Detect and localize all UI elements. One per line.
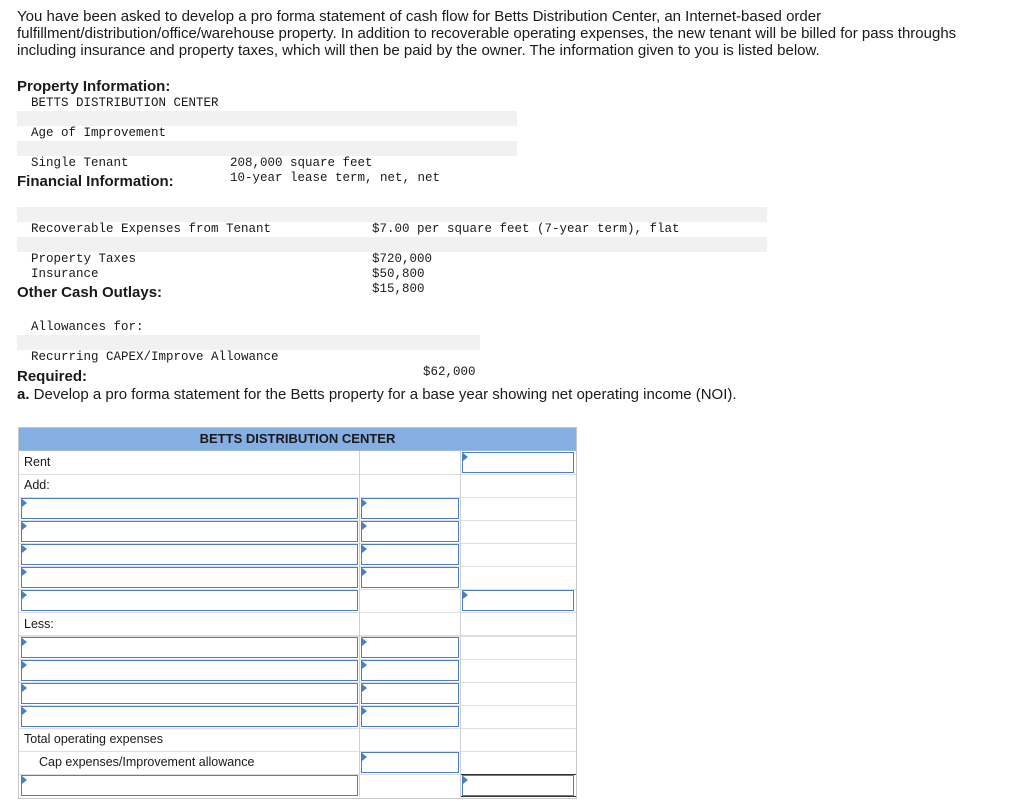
total-cell — [461, 636, 576, 659]
less-item-4-label-input[interactable] — [21, 706, 358, 727]
total-cell — [461, 682, 576, 705]
less-item-2-amount-input[interactable] — [361, 660, 459, 681]
table-row-less-item-1 — [19, 636, 576, 660]
total-cell — [461, 451, 576, 474]
table-row-less-item-3 — [19, 682, 576, 706]
amount-cell — [360, 682, 461, 705]
table-row-capex — [19, 751, 576, 775]
noi-label-input[interactable] — [21, 775, 358, 796]
property-label: Single Tenant — [31, 156, 129, 170]
table-row-total-opex — [19, 728, 576, 752]
add-subtotal-label-input[interactable] — [21, 590, 358, 611]
total-cell — [461, 774, 576, 797]
table-row-add-subtotal — [19, 589, 576, 613]
label-cell — [19, 566, 360, 589]
amount-cell — [360, 751, 461, 774]
amount-cell — [360, 451, 461, 474]
add-item-4-label-input[interactable] — [21, 567, 358, 588]
label-cell — [19, 613, 360, 636]
less-item-4-amount-input[interactable] — [361, 706, 459, 727]
label-cell — [19, 682, 360, 705]
amount-cell — [360, 705, 461, 728]
part-letter: a. — [17, 386, 30, 403]
add-subtotal-input[interactable] — [462, 590, 574, 611]
capex-allowance-label: Cap expenses/Improvement allowance — [39, 755, 255, 769]
amount-cell — [360, 474, 461, 497]
rent-total-input[interactable] — [462, 452, 574, 473]
financial-label: Recoverable Expenses from Tenant — [31, 222, 272, 236]
label-cell — [19, 497, 360, 520]
total-cell — [461, 705, 576, 728]
table-row-less — [19, 613, 576, 637]
total-cell — [461, 543, 576, 566]
financial-value: $50,800 — [372, 267, 425, 281]
total-cell — [461, 613, 576, 636]
label-cell — [19, 474, 360, 497]
amount-cell — [360, 520, 461, 543]
required-title: Required: — [17, 368, 88, 385]
table-row-add-item-1 — [19, 497, 576, 521]
amount-cell — [360, 543, 461, 566]
total-cell — [461, 751, 576, 774]
total-cell — [461, 520, 576, 543]
total-opex-label: Total operating expenses — [24, 732, 163, 746]
capex-amount-input[interactable] — [361, 752, 459, 773]
allowances-label: Allowances for: — [31, 320, 144, 334]
add-item-1-amount-input[interactable] — [361, 498, 459, 519]
amount-cell — [360, 659, 461, 682]
required-part-a — [17, 386, 737, 403]
add-label: Add: — [24, 478, 50, 492]
total-cell — [461, 728, 576, 751]
amount-cell — [360, 774, 461, 797]
financial-label: Insurance — [31, 267, 99, 281]
total-cell — [461, 659, 576, 682]
add-item-2-label-input[interactable] — [21, 521, 358, 542]
table-row-add-item-4 — [19, 566, 576, 590]
table-row-rent — [19, 451, 576, 475]
table-row-add-item-2 — [19, 520, 576, 544]
amount-cell — [360, 613, 461, 636]
less-item-3-amount-input[interactable] — [361, 683, 459, 704]
label-cell — [19, 659, 360, 682]
amount-cell — [360, 636, 461, 659]
amount-cell — [360, 728, 461, 751]
capex-label: Recurring CAPEX/Improve Allowance — [31, 350, 279, 364]
property-value: 208,000 square feet — [230, 156, 373, 170]
label-cell — [19, 520, 360, 543]
amount-cell — [360, 497, 461, 520]
rent-label: Rent — [24, 455, 51, 469]
problem-intro: You have been asked to develop a pro forma statement of cash flow for Betts Distribution Center, an Internet-based order fulfillment/distribution/office/warehouse property. In addition to recoverable operating expenses, the new tenant will be billed for pass throughs including insurance and property taxes, which will then be paid by the owner. The information given to you is listed below. — [17, 8, 957, 59]
less-label: Less: — [24, 617, 54, 631]
add-item-3-amount-input[interactable] — [361, 544, 459, 565]
label-cell — [19, 589, 360, 612]
property-heading: Property Information: — [17, 78, 171, 95]
less-item-2-label-input[interactable] — [21, 660, 358, 681]
answer-table — [18, 427, 577, 799]
capex-value: $62,000 — [423, 365, 476, 379]
label-cell — [19, 751, 360, 774]
financial-value: $15,800 — [372, 282, 425, 296]
property-row-age — [17, 111, 517, 140]
property-value: 10-year lease term, net, net — [230, 171, 441, 185]
table-row-noi — [19, 774, 576, 797]
part-text: Develop a pro forma statement for the Betts property for a base year showing net operating income (NOI). — [29, 386, 737, 403]
less-item-1-label-input[interactable] — [21, 637, 358, 658]
label-cell — [19, 774, 360, 797]
label-cell — [19, 705, 360, 728]
total-cell — [461, 566, 576, 589]
less-item-3-label-input[interactable] — [21, 683, 358, 704]
add-item-3-label-input[interactable] — [21, 544, 358, 565]
amount-cell — [360, 566, 461, 589]
label-cell — [19, 451, 360, 474]
other-heading: Other Cash Outlays: — [17, 284, 163, 301]
label-cell — [19, 543, 360, 566]
property-name: BETTS DISTRIBUTION CENTER — [31, 96, 219, 110]
label-cell — [19, 728, 360, 751]
label-cell — [19, 636, 360, 659]
total-cell — [461, 474, 576, 497]
amount-cell — [360, 589, 461, 612]
financial-value: $7.00 per square feet (7-year term), flat — [372, 222, 680, 236]
table-row-less-item-4 — [19, 705, 576, 729]
property-label: Age of Improvement — [31, 126, 167, 140]
total-cell — [461, 497, 576, 520]
less-item-1-amount-input[interactable] — [361, 637, 459, 658]
financial-value: $720,000 — [372, 252, 433, 266]
financial-label: Property Taxes — [31, 252, 137, 266]
noi-total-input[interactable] — [462, 775, 574, 796]
add-item-4-amount-input[interactable] — [361, 567, 459, 588]
total-cell — [461, 589, 576, 612]
table-row-less-item-2 — [19, 659, 576, 683]
add-item-2-amount-input[interactable] — [361, 521, 459, 542]
add-item-1-label-input[interactable] — [21, 498, 358, 519]
table-title: BETTS DISTRIBUTION CENTER — [19, 428, 576, 451]
table-row-add — [19, 474, 576, 498]
table-row-add-item-3 — [19, 543, 576, 567]
financial-heading: Financial Information: — [17, 173, 174, 190]
